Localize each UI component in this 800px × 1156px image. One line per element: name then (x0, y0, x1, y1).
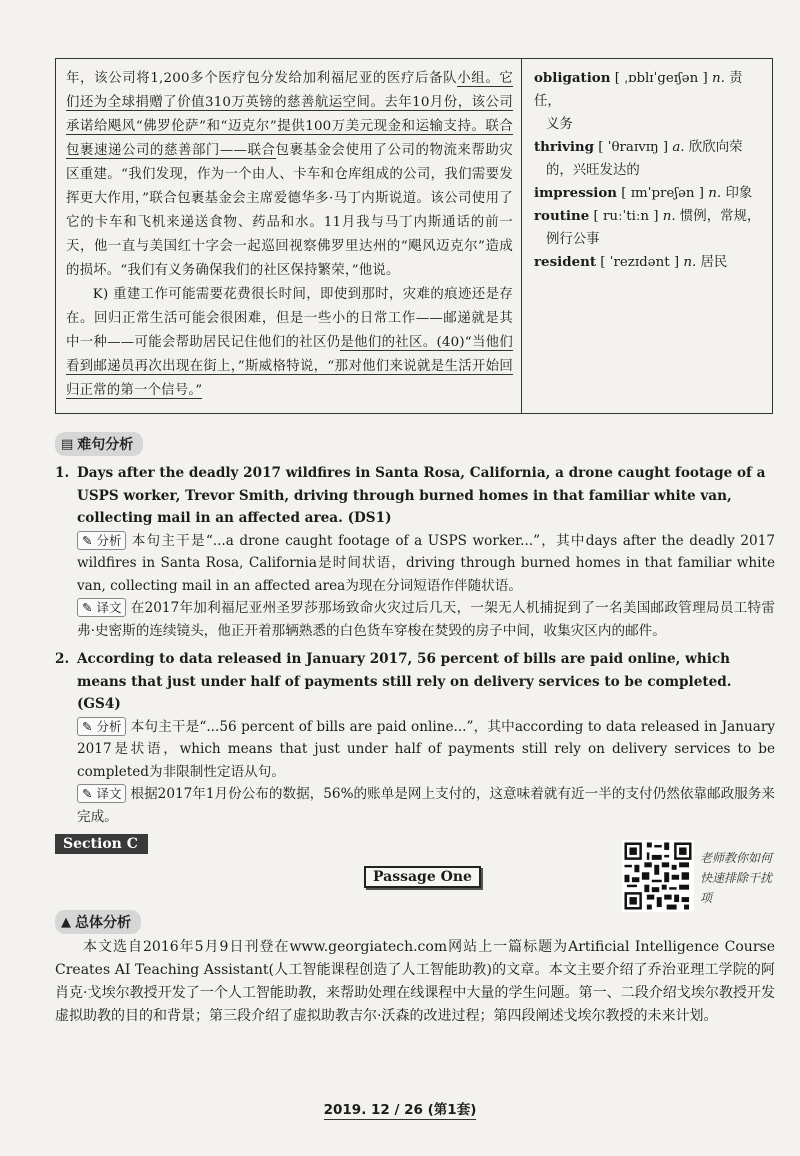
translation-text: 根据2017年1月份公布的数据，56%的账单是网上支付的，这意味着就有近一半的支付仍然依靠邮政服务来完成。 (77, 786, 775, 825)
vocab-meaning: 责任， (534, 71, 743, 109)
translation-line: 车和飞机来递送食物、药品和水。11月我与马丁内斯通话的前一 (108, 215, 513, 230)
vocab-phonetic: [ ɪmˈpreʃən ] (621, 186, 705, 201)
translation-line: 包裹基金会主席爱德华多·马丁内斯说道。该公司使用了它的卡 (66, 191, 513, 230)
difficult-sentences-heading (55, 432, 143, 456)
passage-one-label: Passage One (364, 866, 481, 888)
difficult-sentences-list (55, 462, 775, 834)
analysis-badge: ✎ 分析 (77, 531, 126, 550)
overview-heading (55, 910, 141, 934)
translation-line: 万美元现金和运输支持。联合包裹速递公司的慈善部门——联合 (66, 119, 513, 158)
vocab-entry (534, 182, 764, 205)
passage-translation (56, 59, 522, 413)
analysis-text: 本句主干是“...56 percent of bills are paid online...”，其中according to data released in January 2017是状语，which means that just under half of payments still rely on delivery services to be completed为非限制性定语从句。 (77, 718, 775, 780)
page-number: 2019. 12 / 26 (第1套) (323, 1102, 477, 1118)
translation-line: 是他们的社区。(40)“当他们看到邮递员再次出现在街上，”斯 (66, 335, 514, 374)
vocab-entry (534, 251, 764, 274)
translation-line: 包裹基金会使用了公司的物流来帮助灾区重建。“我们发现，作为 (66, 143, 514, 182)
translation-text: 在2017年加利福尼亚州圣罗莎那场致命火灾过后几天，一架无人机捕捉到了一名美国邮政管理局员工特雷弗·史密斯的连续镜头，他正开着那辆熟悉的白色货车穿梭在焚毁的房子中间，收集灾区内的邮件。 (77, 600, 775, 639)
vocab-entry (534, 136, 764, 182)
analysis-block (55, 530, 775, 598)
sentence-text: Days after the deadly 2017 wildfires in Santa Rosa, California, a drone caught footage of a USPS worker, Trevor Smith, driving through burned homes in that familiar white van, collecting mail in an affected area. (DS1) (77, 465, 766, 526)
translation-block (55, 783, 775, 828)
vocab-word: routine (534, 208, 590, 224)
vocab-phonetic: [ ˈrezɪdənt ] (600, 255, 680, 270)
translation-badge: ✎ 译文 (77, 784, 126, 803)
translation-line: 威格特说，“那对他们来说就是生活开始回归正常的第一个 (66, 359, 513, 398)
translation-badge: ✎ 译文 (77, 598, 126, 617)
analysis-label: 分析 (96, 532, 122, 548)
section-c-label: Section C (55, 834, 148, 854)
vocab-pos: n. (708, 186, 722, 201)
translation-paragraph-k (66, 283, 513, 403)
vocab-meaning-cont: 义务 (546, 117, 573, 132)
sentence-number: 1. (55, 465, 70, 481)
translation-label: 译文 (96, 600, 122, 615)
vocab-meaning-cont: 例行公事 (546, 232, 600, 247)
heading-text: 总体分析 (75, 915, 131, 931)
vocab-word: resident (534, 254, 597, 270)
translation-paragraph-j (66, 67, 513, 283)
vocab-pos: n. (711, 71, 725, 86)
translation-line: 年，该公司将1,200多个医疗包分发给加利福尼亚的医疗后备队 (66, 71, 458, 86)
vocab-phonetic: [ ruːˈtiːn ] (593, 209, 659, 224)
translation-line: 作——邮递就是其中一种——可能会帮助居民记住他们的社区仍 (66, 311, 513, 350)
difficult-sentence-item (55, 462, 775, 642)
page-footer (0, 1098, 800, 1118)
sentence-text: According to data released in January 2017, 56 percent of bills are paid online, which means that just under half of payments still rely on delivery services to be completed. (GS4) (77, 651, 732, 712)
translation-line: 迹还是存在。回归正常生活可能会很困难，但是一些小的日常工 (66, 287, 513, 326)
vocab-pos: n. (683, 255, 697, 270)
vocab-pos: n. (662, 209, 676, 224)
sentence (55, 462, 775, 530)
warning-triangle-icon: ▲ (61, 914, 71, 930)
translation-line: 小组。它们还为全球捐赠了价值310万英镑的慈善航运空间。去 (66, 71, 513, 110)
vocab-meaning: 欣欣向荣 (688, 140, 743, 155)
analysis-label: 分析 (96, 718, 122, 734)
vocab-word: impression (534, 185, 618, 201)
translation-block (55, 597, 775, 642)
translation-line: 尔”造成的损坏。“我们有义务确保我们的社区保持繁荣，”他说。 (66, 239, 513, 278)
vocab-pos: a. (672, 140, 685, 155)
translation-label: 译文 (96, 786, 122, 801)
vocab-meaning: 居民 (700, 255, 728, 270)
vocab-word: obligation (534, 70, 611, 86)
difficult-sentence-item (55, 648, 775, 828)
vocabulary-list (522, 59, 772, 413)
vocab-word: thriving (534, 139, 595, 155)
translation-line: K) 重建工作可能需要花费很长时间，即使到那时，灾难的痕 (92, 287, 458, 302)
vocab-entry (534, 67, 764, 136)
vocab-phonetic: [ ˌɒblɪˈɡeɪʃən ] (614, 71, 708, 86)
qr-code-icon[interactable] (622, 840, 694, 912)
analysis-badge: ✎ 分析 (77, 717, 126, 736)
overview-paragraph: 本文选自2016年5月9日刊登在www.georgiatech.com网站上一篇标题为Artificial Intelligence Course Creates AI Teaching Assistant(人工智能课程创造了人工智能助教)的文章。本文主要介绍了乔治亚理工学院的阿肖克·戈埃尔教授开发了一个人工智能助教，来帮助处理在线课程中大量的学生问题。第一、二段介绍戈埃尔教授开发虚拟助教的目的和背景；第三段介绍了虚拟助教吉尔·沃森的改进过程；第四段阐述戈埃尔教授的未来计划。 (55, 939, 775, 1024)
translation-line: 一个由人、卡车和仓库组成的公司，我们需要发挥更大作用，”联合 (66, 167, 513, 206)
vocab-meaning: 印象 (725, 186, 753, 201)
translation-line: 年10月份，该公司承诺给飓风“佛罗伦萨”和“迈克尔”提供100 (66, 95, 514, 134)
analysis-block (55, 716, 775, 784)
sentence (55, 648, 775, 716)
translation-line: 信号。” (161, 383, 203, 398)
qr-code-note: 老师教你如何快速排除干扰项 (700, 851, 773, 905)
vocab-phonetic: [ ˈθraɪvɪŋ ] (598, 140, 669, 155)
translation-vocab-box (55, 58, 773, 414)
analysis-text: 本句主干是“...a drone caught footage of a USPS worker...”，其中days after the deadly 2017 wildfires in Santa Rosa, California是时间状语，driving through burned homes in that familiar white van, collecting mail in an affected area为现在分词短语作伴随状语。 (77, 532, 775, 594)
vocab-meaning-cont: 的，兴旺发达的 (546, 163, 640, 178)
book-icon: ▤ (61, 436, 74, 452)
vocab-entry (534, 205, 764, 251)
heading-text: 难句分析 (77, 437, 134, 453)
vocab-meaning: 惯例，常规， (679, 209, 761, 224)
translation-line: 天，他一直与美国红十字会一起巡回视察佛罗里达州的“飓风迈克 (66, 239, 465, 254)
sentence-number: 2. (55, 651, 70, 667)
